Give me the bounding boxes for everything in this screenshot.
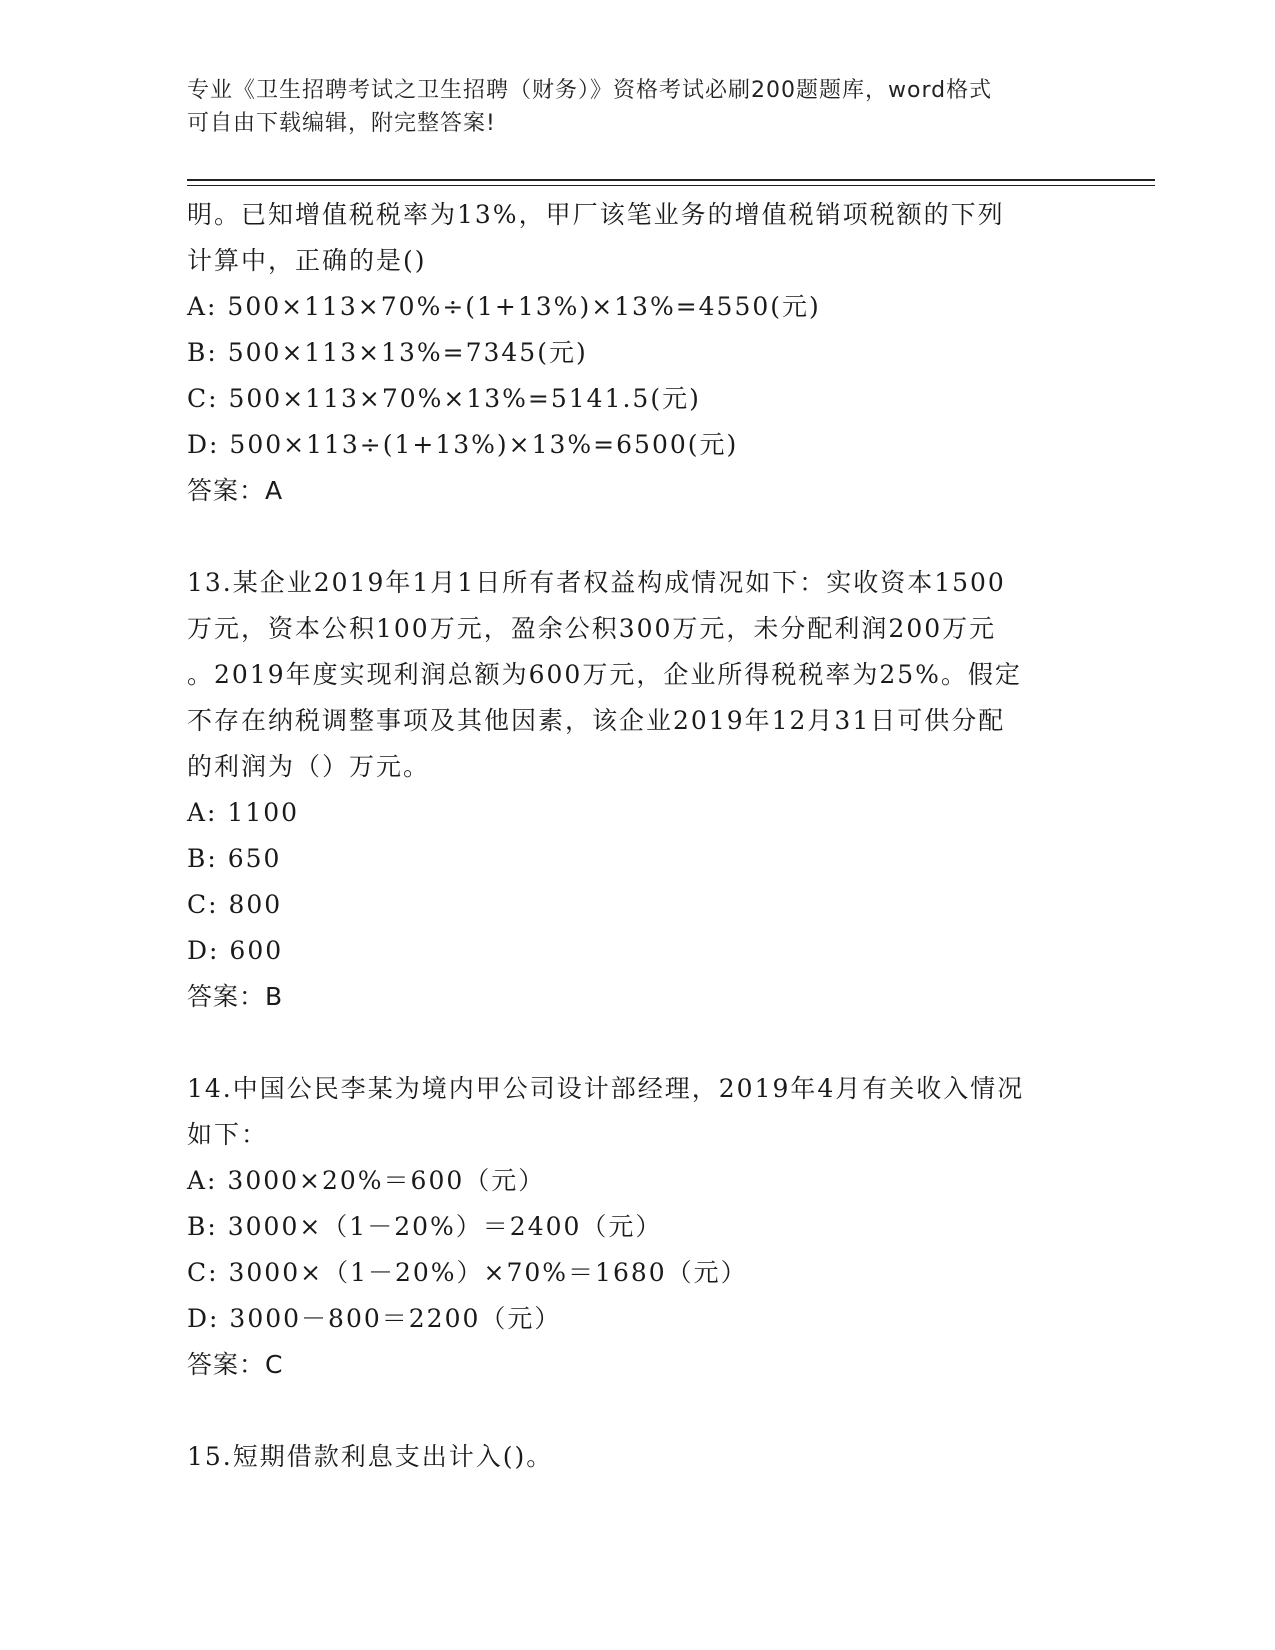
question-stem-line: 万元，资本公积100万元，盈余公积300万元，未分配利润200万元: [187, 614, 997, 643]
option-b: B: 3000×（1－20%）＝2400（元）: [187, 1212, 663, 1241]
option-d: D: 3000－800＝2200（元）: [187, 1304, 562, 1333]
spacer: [187, 1020, 1087, 1066]
question-stem-line: 不存在纳税调整事项及其他因素，该企业2019年12月31日可供分配: [187, 706, 1006, 735]
spacer: [187, 514, 1087, 560]
option-a: A: 3000×20%＝600（元）: [187, 1166, 546, 1195]
option-c: C: 3000×（1－20%）×70%＝1680（元）: [187, 1258, 748, 1287]
spacer: [187, 1388, 1087, 1434]
option-c: C: 800: [187, 890, 283, 919]
question-stem-line: 14.中国公民李某为境内甲公司设计部经理，2019年4月有关收入情况: [187, 1074, 1025, 1103]
option-d: D: 500×113÷(1+13%)×13%=6500(元): [187, 430, 739, 459]
document-header: [187, 74, 1087, 140]
question-13: [187, 560, 1087, 1020]
answer-line: 答案：A: [187, 476, 284, 505]
option-a: A: 1100: [187, 798, 300, 827]
question-14: [187, 1066, 1087, 1388]
header-divider-thick: [187, 179, 1155, 181]
header-divider-thin: [187, 185, 1155, 186]
question-15: [187, 1434, 1087, 1480]
option-b: B: 650: [187, 844, 282, 873]
question-stem-line: 明。已知增值税税率为13%，甲厂该笔业务的增值税销项税额的下列: [187, 200, 1005, 229]
question-12: [187, 192, 1087, 514]
question-stem-line: 如下：: [187, 1120, 269, 1149]
question-stem-line: 。2019年度实现利润总额为600万元，企业所得税税率为25%。假定: [187, 660, 1022, 689]
header-title-line2: 可自由下载编辑，附完整答案!: [187, 111, 496, 136]
option-b: B: 500×113×13%=7345(元): [187, 338, 588, 367]
question-stem-line: 15.短期借款利息支出计入()。: [187, 1442, 554, 1471]
document-body: [187, 192, 1087, 1480]
option-d: D: 600: [187, 936, 284, 965]
question-stem-line: 13.某企业2019年1月1日所有者权益构成情况如下：实收资本1500: [187, 568, 1006, 597]
answer-line: 答案：C: [187, 1350, 284, 1379]
option-a: A: 500×113×70%÷(1+13%)×13%=4550(元): [187, 292, 821, 321]
question-stem-line: 的利润为（）万元。: [187, 752, 431, 781]
answer-line: 答案：B: [187, 982, 284, 1011]
option-c: C: 500×113×70%×13%=5141.5(元): [187, 384, 701, 413]
header-title-line1: 专业《卫生招聘考试之卫生招聘（财务）》资格考试必刷200题题库，word格式: [187, 78, 993, 103]
question-stem-line: 计算中，正确的是(): [187, 246, 427, 275]
